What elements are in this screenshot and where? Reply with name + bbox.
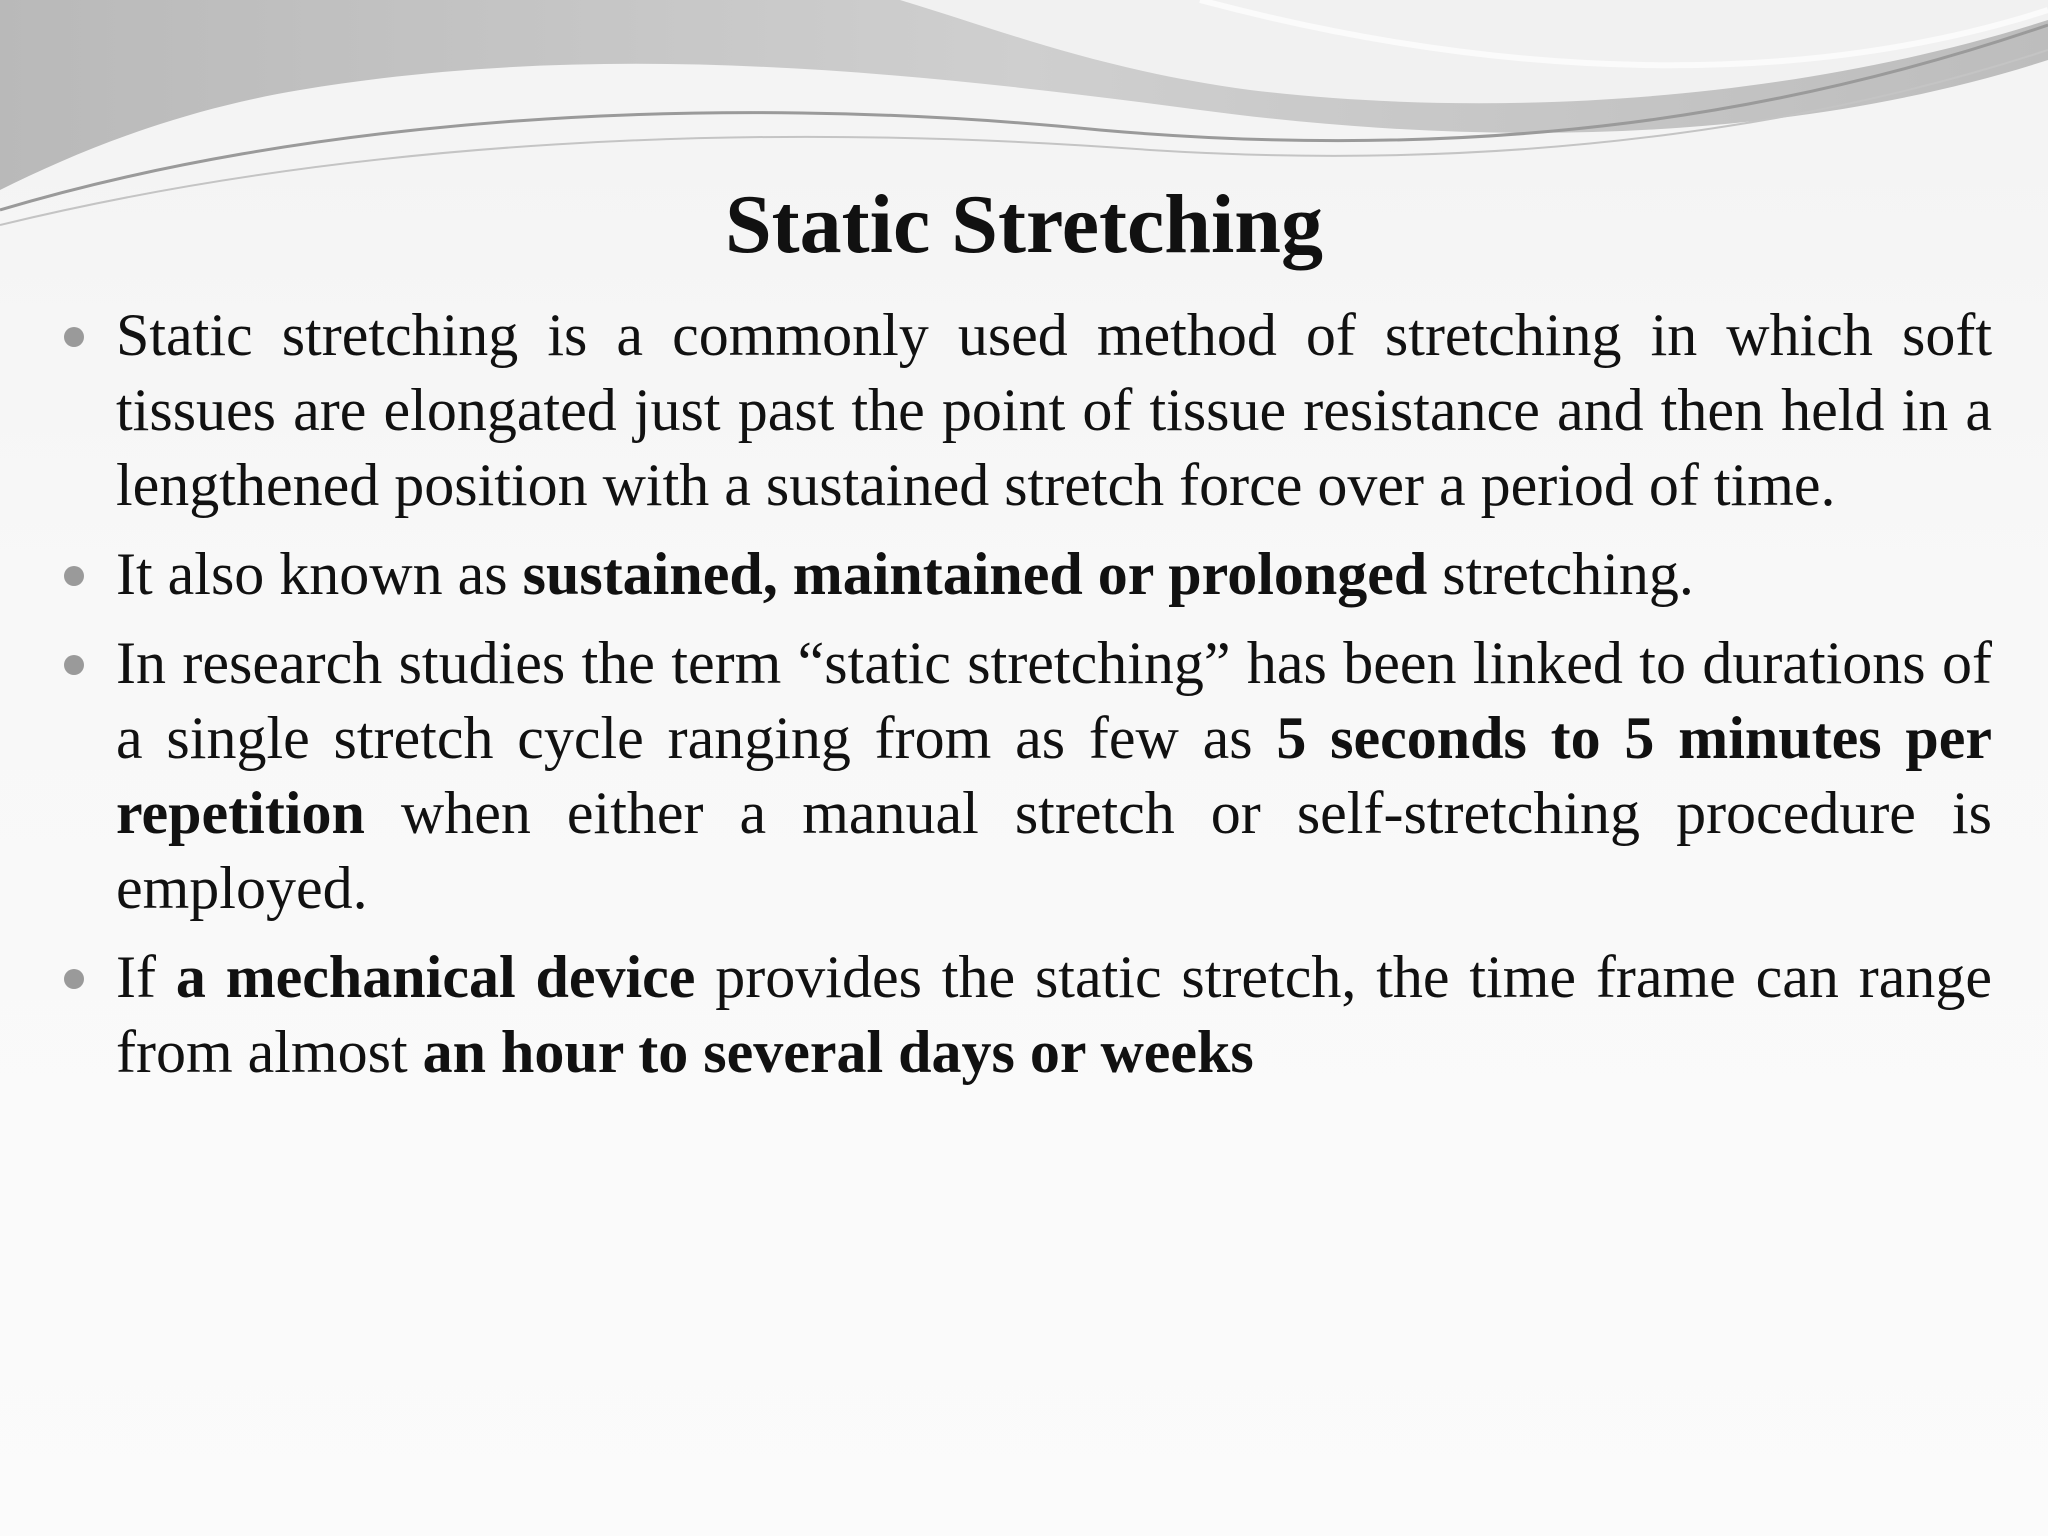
- slide-title: Static Stretching: [724, 178, 1324, 271]
- bullet-text: Static stretching is a commonly used method of stretching in which soft tissues are elongated just past the point of tissue resistance and then held in a lengthened position with a sustained stretch force over a period of time.: [116, 302, 1992, 518]
- bullet-list: [116, 298, 1992, 1104]
- bullet-dot-icon: [64, 566, 84, 586]
- bullet-item: [116, 626, 1992, 926]
- bullet-text: If: [116, 944, 176, 1010]
- bullet-text: In research studies the term “static stretching” has been linked to durations of a single stretch cycle ranging from as few as: [116, 630, 1992, 771]
- bullet-bold-text: a mechanical device: [175, 944, 696, 1010]
- bullet-text: when either a manual stretch or self-stretching procedure is employed.: [116, 780, 1992, 921]
- bullet-bold-text: 5 seconds to 5 minutes per repetition: [116, 705, 1992, 846]
- bullet-dot-icon: [64, 655, 84, 675]
- bullet-item: [116, 537, 1992, 612]
- bullet-dot-icon: [64, 327, 84, 347]
- bullet-text: provides the static stretch, the time frame can range from almost: [116, 944, 1992, 1085]
- bullet-bold-text: an hour to several days or weeks: [422, 1019, 1254, 1085]
- bullet-bold-text: sustained, maintained or prolonged: [522, 541, 1428, 607]
- bullet-text: It also known as: [116, 541, 523, 607]
- bullet-item: [116, 940, 1992, 1090]
- bullet-dot-icon: [64, 969, 84, 989]
- bullet-text: stretching.: [1427, 541, 1694, 607]
- bullet-item: [116, 298, 1992, 523]
